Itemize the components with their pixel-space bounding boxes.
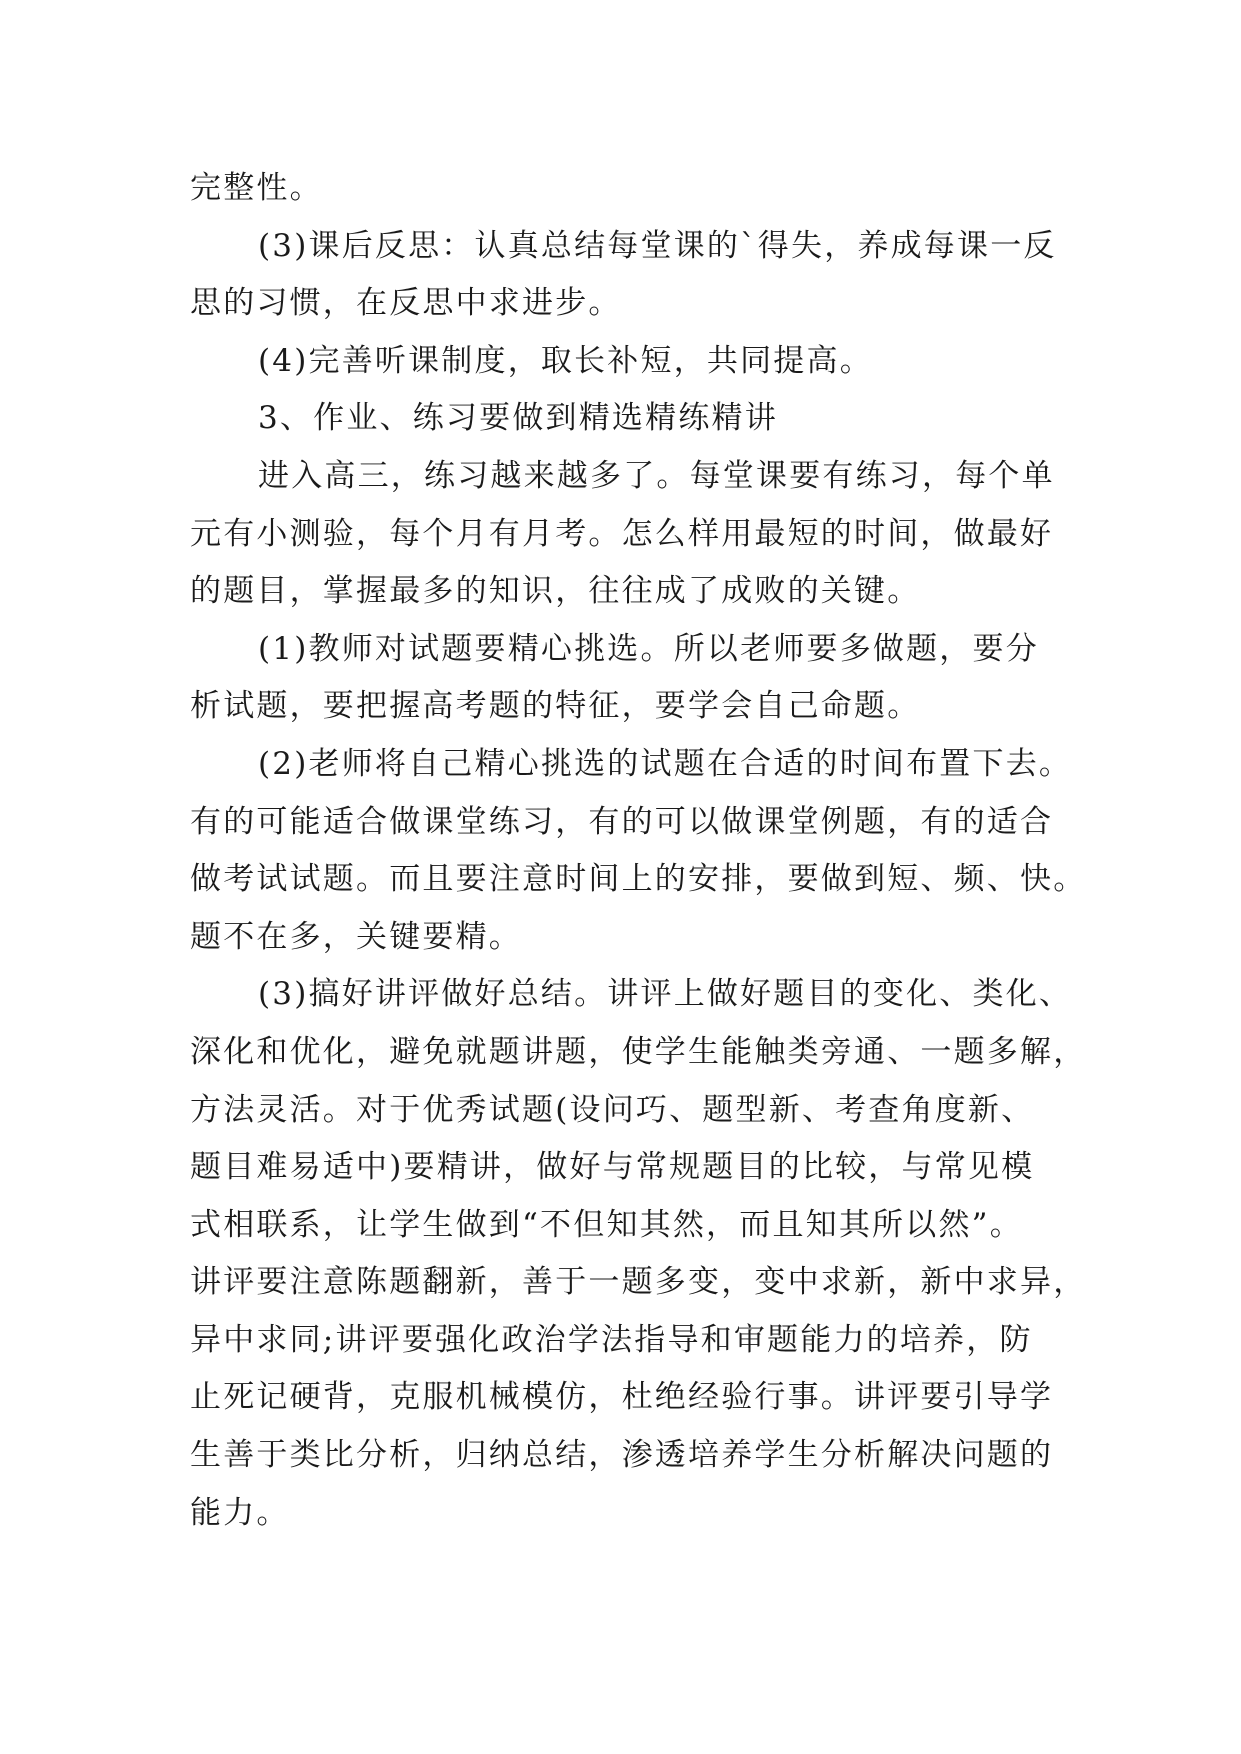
text-line: 的题目，掌握最多的知识，往往成了成败的关键。 [190, 573, 921, 610]
document-body [190, 160, 1087, 1542]
text-line: 思的习惯，在反思中求进步。 [190, 285, 622, 322]
text-line: 异中求同;讲评要强化政治学法指导和审题能力的培养，防 [190, 1321, 1033, 1358]
text-line: 能力。 [190, 1494, 290, 1531]
section-heading: 3、作业、练习要做到精选精练精讲 [258, 400, 778, 437]
text-line: (2)老师将自己精心挑选的试题在合适的时间布置下去。 [258, 745, 1073, 782]
text-line: 题不在多，关键要精。 [190, 918, 522, 955]
text-line: 完整性。 [190, 170, 323, 206]
text-line: 生善于类比分析，归纳总结，渗透培养学生分析解决问题的 [190, 1437, 1054, 1474]
text-line: (3)课后反思：认真总结每堂课的`得失，养成每课一反 [258, 227, 1057, 264]
text-line: (3)搞好讲评做好总结。讲评上做好题目的变化、类化、 [258, 976, 1073, 1013]
text-line: 止死记硬背，克服机械模仿，杜绝经验行事。讲评要引导学 [190, 1379, 1054, 1416]
text-line: 有的可能适合做课堂练习，有的可以做课堂例题，有的适合 [190, 803, 1054, 840]
text-line: 析试题，要把握高考题的特征，要学会自己命题。 [190, 688, 921, 725]
text-line: 式相联系，让学生做到“不但知其然，而且知其所以然”。 [190, 1206, 1023, 1243]
text-line: 进入高三，练习越来越多了。每堂课要有练习，每个单 [258, 457, 1055, 494]
text-line: 深化和优化，避免就题讲题，使学生能触类旁通、一题多解， [190, 1033, 1087, 1070]
text-line: 题目难易适中)要精讲，做好与常规题目的比较，与常见模 [190, 1149, 1035, 1186]
text-line: (1)教师对试题要精心挑选。所以老师要多做题，要分 [258, 630, 1039, 667]
text-line: 元有小测验，每个月有月考。怎么样用最短的时间，做最好 [190, 515, 1054, 552]
text-line: 做考试试题。而且要注意时间上的安排，要做到短、频、快。 [190, 861, 1087, 898]
text-line: 方法灵活。对于优秀试题(设问巧、题型新、考查角度新、 [190, 1091, 1035, 1128]
text-line: 讲评要注意陈题翻新，善于一题多变，变中求新，新中求异， [190, 1264, 1087, 1301]
text-line: (4)完善听课制度，取长补短，共同提高。 [258, 342, 873, 379]
